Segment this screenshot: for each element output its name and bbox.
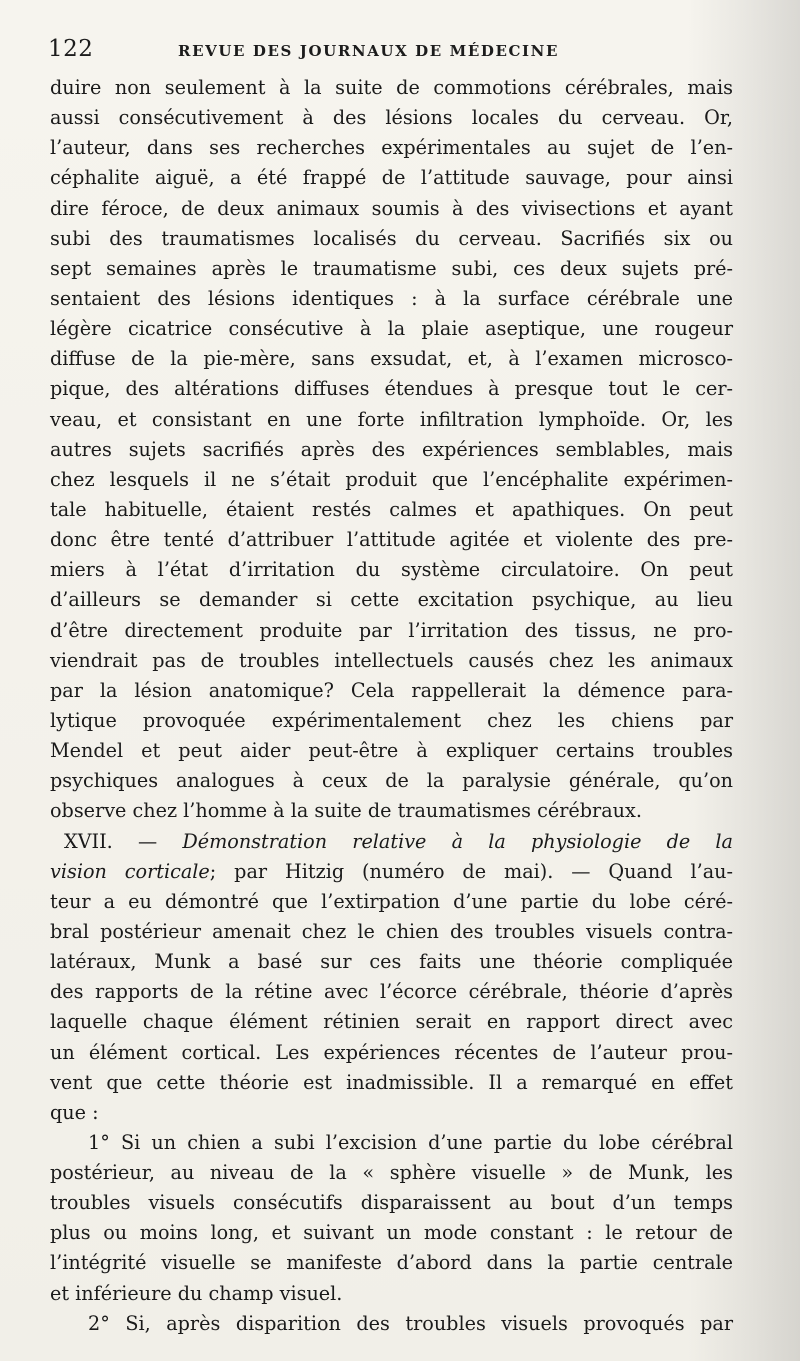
page-header	[48, 36, 738, 66]
text-line: miers à l’état d’irritation du système circulatoire. On peut	[50, 558, 733, 582]
text-line: viendrait pas de troubles intellectuels causés chez les animaux	[50, 648, 733, 672]
text-line: psychiques analogues à ceux de la paralysie générale, qu’on	[50, 769, 733, 793]
text-line: dire féroce, de deux animaux soumis à des vivisections et ayant	[50, 196, 733, 220]
text-line: l’auteur, dans ses recherches expérimentales au sujet de l’en-	[50, 136, 733, 160]
text-line: donc être tenté d’attribuer l’attitude agitée et violente des pre-	[50, 528, 733, 552]
text-line: observe chez l’homme à la suite de traumatismes cérébraux.	[50, 799, 642, 823]
text-line: que :	[50, 1100, 99, 1124]
page-number: 122	[48, 36, 94, 62]
text-line: veau, et consistant en une forte infiltration lymphoïde. Or, les	[50, 407, 733, 431]
text-line: teur a eu démontré que l’extirpation d’une partie du lobe céré-	[50, 889, 733, 913]
text-line: par la lésion anatomique? Cela rappellerait la démence para-	[50, 678, 733, 702]
section-title-continued: vision corticale	[50, 859, 210, 883]
text-line: chez lesquels il ne s’était produit que l’encéphalite expérimen-	[50, 467, 733, 491]
section-title: Démonstration relative à la physiologie de la	[182, 829, 734, 853]
text-line: aussi consécutivement à des lésions locales du cerveau. Or,	[50, 106, 733, 130]
text-line: un élément cortical. Les expériences récentes de l’auteur prou-	[50, 1040, 733, 1064]
text-line: subi des traumatismes localisés du cerveau. Sacrifiés six ou	[50, 226, 733, 250]
running-title: REVUE DES JOURNAUX DE MÉDECINE	[178, 42, 560, 60]
text-line: postérieur, au niveau de la « sphère visuelle » de Munk, les	[50, 1161, 733, 1185]
text-line: d’ailleurs se demander si cette excitation psychique, au lieu	[50, 588, 733, 612]
section-citation: ; par Hitzig (numéro de mai). — Quand l’au-	[209, 859, 733, 883]
text-line: plus ou moins long, et suivant un mode constant : le retour de	[50, 1221, 733, 1245]
text-line: latéraux, Munk a basé sur ces faits une théorie compliquée	[50, 950, 733, 974]
text-line: Mendel et peut aider peut-être à expliquer certains troubles	[50, 739, 733, 763]
body-text	[50, 73, 733, 1339]
text-line: troubles visuels consécutifs disparaissent au bout d’un temps	[50, 1191, 733, 1215]
text-line: pique, des altérations diffuses étendues à presque tout le cer-	[50, 377, 733, 401]
text-line: tale habituelle, étaient restés calmes et apathiques. On peut	[50, 497, 733, 521]
text-line: sept semaines après le traumatisme subi, ces deux sujets pré-	[50, 256, 733, 280]
section-number: XVII. —	[64, 829, 183, 853]
section-heading-line	[50, 857, 733, 887]
text-line: des rapports de la rétine avec l’écorce cérébrale, théorie d’après	[50, 980, 733, 1004]
text-line: d’être directement produite par l’irritation des tissus, ne pro-	[50, 618, 733, 642]
numbered-item-line: 2° Si, après disparition des troubles visuels provoqués par	[88, 1311, 733, 1335]
section-heading-line	[50, 827, 733, 857]
text-line: bral postérieur amenait chez le chien des troubles visuels contra-	[50, 919, 733, 943]
text-line: duire non seulement à la suite de commotions cérébrales, mais	[50, 76, 733, 99]
text-line: l’intégrité visuelle se manifeste d’abord dans la partie centrale	[50, 1251, 733, 1275]
text-line: et inférieure du champ visuel.	[50, 1281, 343, 1305]
text-line: diffuse de la pie-mère, sans exsudat, et, à l’examen microsco-	[50, 347, 733, 371]
numbered-item-line: 1° Si un chien a subi l’excision d’une partie du lobe cérébral	[88, 1130, 733, 1154]
text-line: sentaient des lésions identiques : à la surface cérébrale une	[50, 286, 733, 310]
text-line: laquelle chaque élément rétinien serait en rapport direct avec	[50, 1010, 733, 1034]
text-line: légère cicatrice consécutive à la plaie aseptique, une rougeur	[50, 317, 733, 341]
text-line: céphalite aiguë, a été frappé de l’attitude sauvage, pour ainsi	[50, 166, 733, 190]
text-line: vent que cette théorie est inadmissible. Il a remarqué en effet	[50, 1070, 733, 1094]
text-line: lytique provoquée expérimentalement chez les chiens par	[50, 708, 733, 732]
text-line: autres sujets sacrifiés après des expériences semblables, mais	[50, 437, 733, 461]
